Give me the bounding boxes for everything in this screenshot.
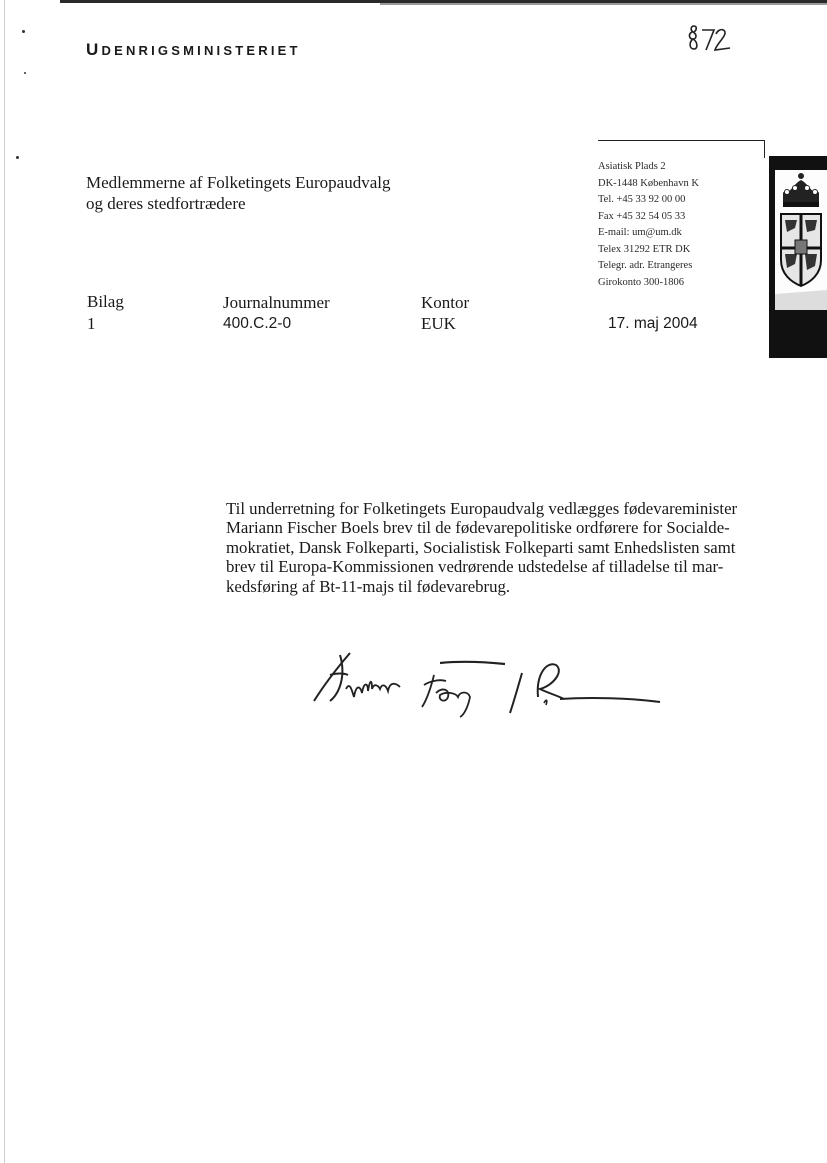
recipient-block	[86, 172, 391, 214]
journal-label: Journalnummer	[223, 293, 330, 312]
body-line: Til underretning for Folketingets Europaudvalg vedlægges fødevareminister	[226, 499, 738, 518]
handwritten-signature	[310, 645, 670, 720]
address-giro: Girokonto 300-1806	[598, 276, 685, 288]
scan-left-edge	[4, 0, 5, 1163]
address-rule-tick	[764, 140, 765, 158]
scan-top-border-shadow	[380, 3, 827, 5]
address-fax: Fax +45 32 54 05 33	[598, 210, 686, 222]
address-email: E-mail: um@um.dk	[598, 227, 682, 238]
crest-panel	[775, 170, 827, 310]
bilag-label: Bilag	[87, 292, 124, 311]
royal-coat-of-arms-icon	[775, 170, 827, 310]
kontor-value: EUK	[421, 314, 456, 333]
letter-date: 17. maj 2004	[608, 315, 698, 332]
recipient-line-2: og deres stedfortrædere	[86, 194, 246, 213]
scan-speck	[22, 30, 25, 33]
recipient-line-1: Medlemmerne af Folketingets Europaudvalg	[86, 173, 391, 192]
address-rule	[598, 140, 764, 141]
ministry-letterhead	[86, 40, 301, 60]
body-line: Mariann Fischer Boels brev til de fødevarepolitiske ordførere for Socialde-	[226, 518, 730, 538]
bilag-value: 1	[87, 314, 96, 333]
body-line: brev til Europa-Kommissionen vedrørende udstedelse af tilladelse til mar-	[226, 557, 724, 577]
ministry-initial: U	[86, 40, 102, 59]
scan-speck	[16, 156, 19, 159]
address-telex: Telex 31292 ETR DK	[598, 243, 691, 255]
address-phone: Tel. +45 33 92 00 00	[598, 194, 686, 205]
journal-value: 400.C.2-0	[223, 315, 292, 332]
address-street: Asiatisk Plads 2	[598, 161, 666, 172]
body-line: kedsføring af Bt-11-majs til fødevarebrug.	[226, 576, 511, 596]
scan-speck	[24, 72, 26, 74]
sender-address-block	[598, 159, 699, 291]
crest-block	[769, 156, 827, 358]
ministry-name-rest: DENRIGSMINISTERIET	[101, 43, 301, 58]
letter-body	[226, 499, 761, 596]
handwritten-number	[686, 24, 738, 56]
kontor-label: Kontor	[421, 293, 470, 312]
body-line: mokratiet, Dansk Folkeparti, Socialistisk Folkeparti samt Enhedslisten samt	[226, 537, 736, 557]
address-city: DK-1448 København K	[598, 177, 699, 189]
address-telegram: Telegr. adr. Etrangeres	[598, 260, 693, 271]
